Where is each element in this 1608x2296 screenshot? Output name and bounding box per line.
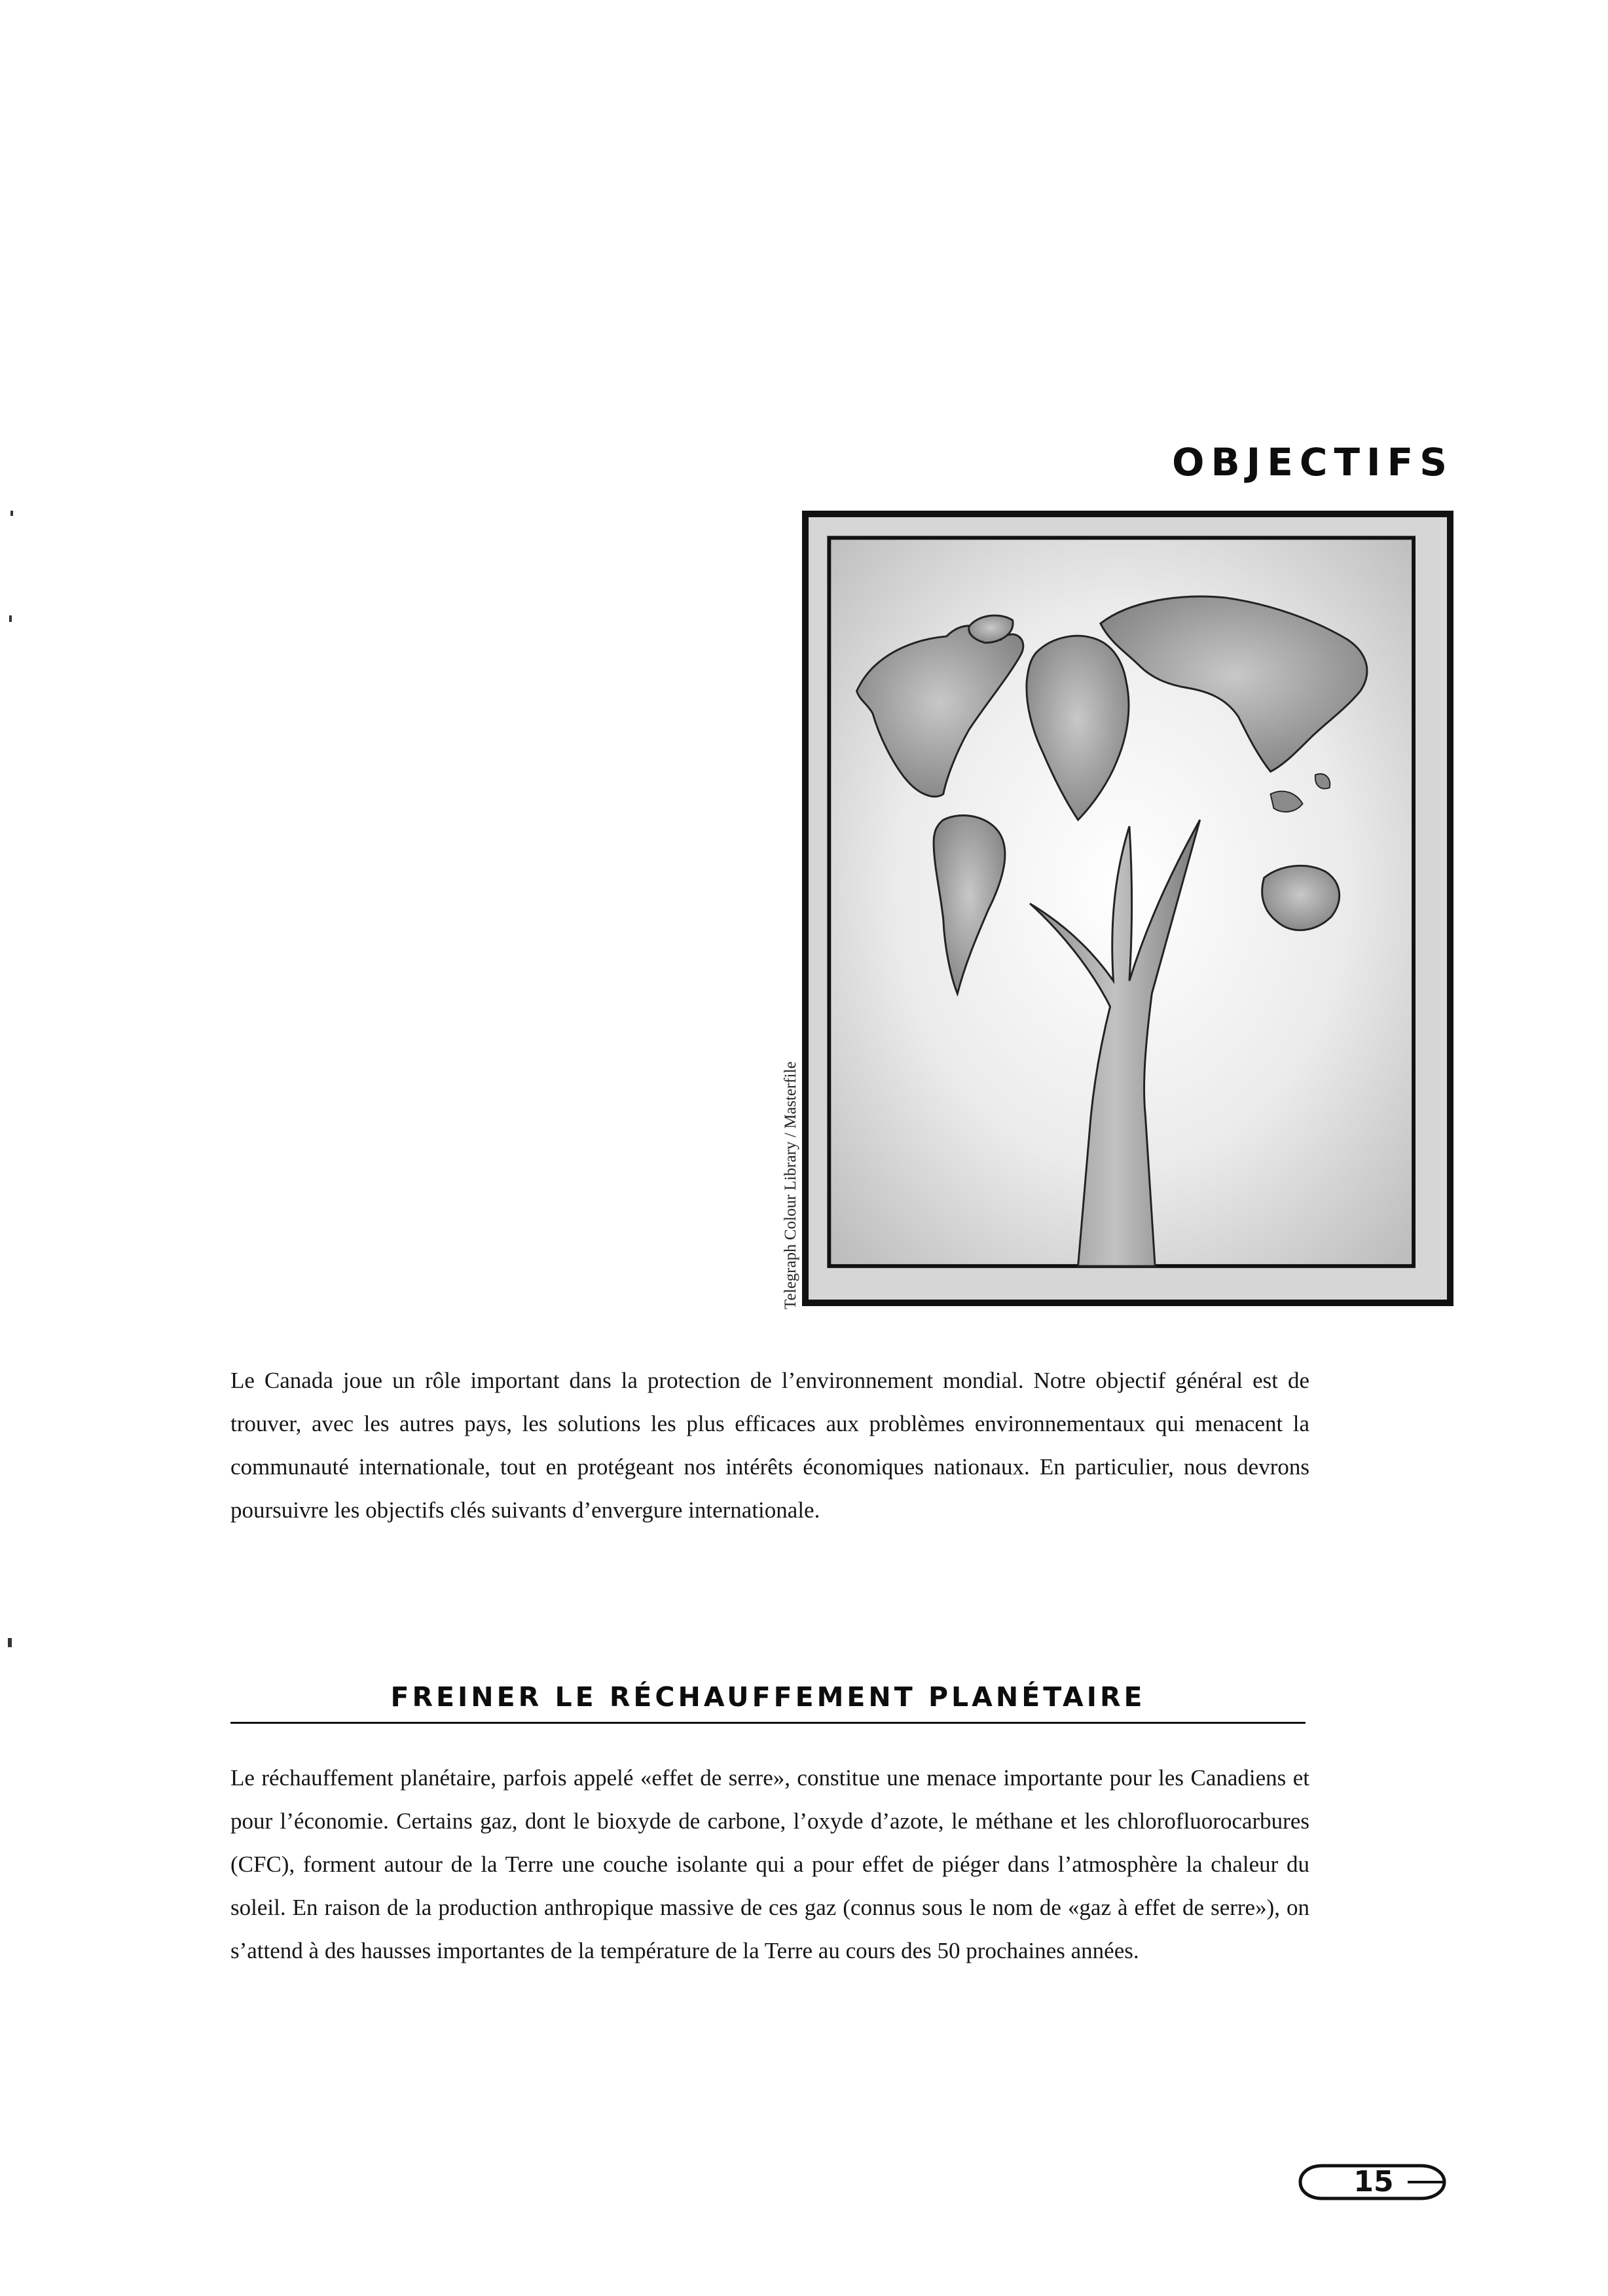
world-map-tree-icon bbox=[809, 517, 1447, 1300]
intro-paragraph: Le Canada joue un rôle important dans la protection de l’environnement mondial. Notre objectif général est de trouver, avec les autres pays, les solutions les plus efficaces aux problèmes environnementaux qui menacent la communauté internationale, tout en protégeant nos intérêts économiques nationaux. En particulier, nous devrons poursuivre les objectifs clés suivants d’envergure internationale. bbox=[230, 1368, 1309, 1523]
page-number-badge bbox=[1296, 2162, 1448, 2202]
photo-credit: Telegraph Colour Library / Masterfile bbox=[782, 1061, 799, 1309]
figure-illustration bbox=[802, 511, 1453, 1306]
page-number: 15 bbox=[1353, 2165, 1394, 2198]
section-title: OBJECTIFS bbox=[1172, 440, 1453, 484]
subsection-title: FREINER LE RÉCHAUFFEMENT PLANÉTAIRE bbox=[230, 1681, 1306, 1724]
subsection-paragraph: Le réchauffement planétaire, parfois appelé «effet de serre», constitue une menace importante pour les Canadiens et pour l’économie. Certains gaz, dont le bioxyde de carbone, l’oxyde d’azote, le méthane et les chlorofluorocarbures (CFC), forment autour de la Terre une couche isolante qui a pour effet de piéger dans l’atmosphère la chaleur du soleil. En raison de la production anthropique massive de ces gaz (connus sous le nom de «gaz à effet de serre»), on s’attend à des hausses importantes de la température de la Terre au cours des 50 prochaines années. bbox=[230, 1765, 1309, 1963]
scan-mark bbox=[10, 511, 13, 516]
scan-mark bbox=[9, 615, 12, 622]
scan-mark bbox=[8, 1638, 12, 1647]
